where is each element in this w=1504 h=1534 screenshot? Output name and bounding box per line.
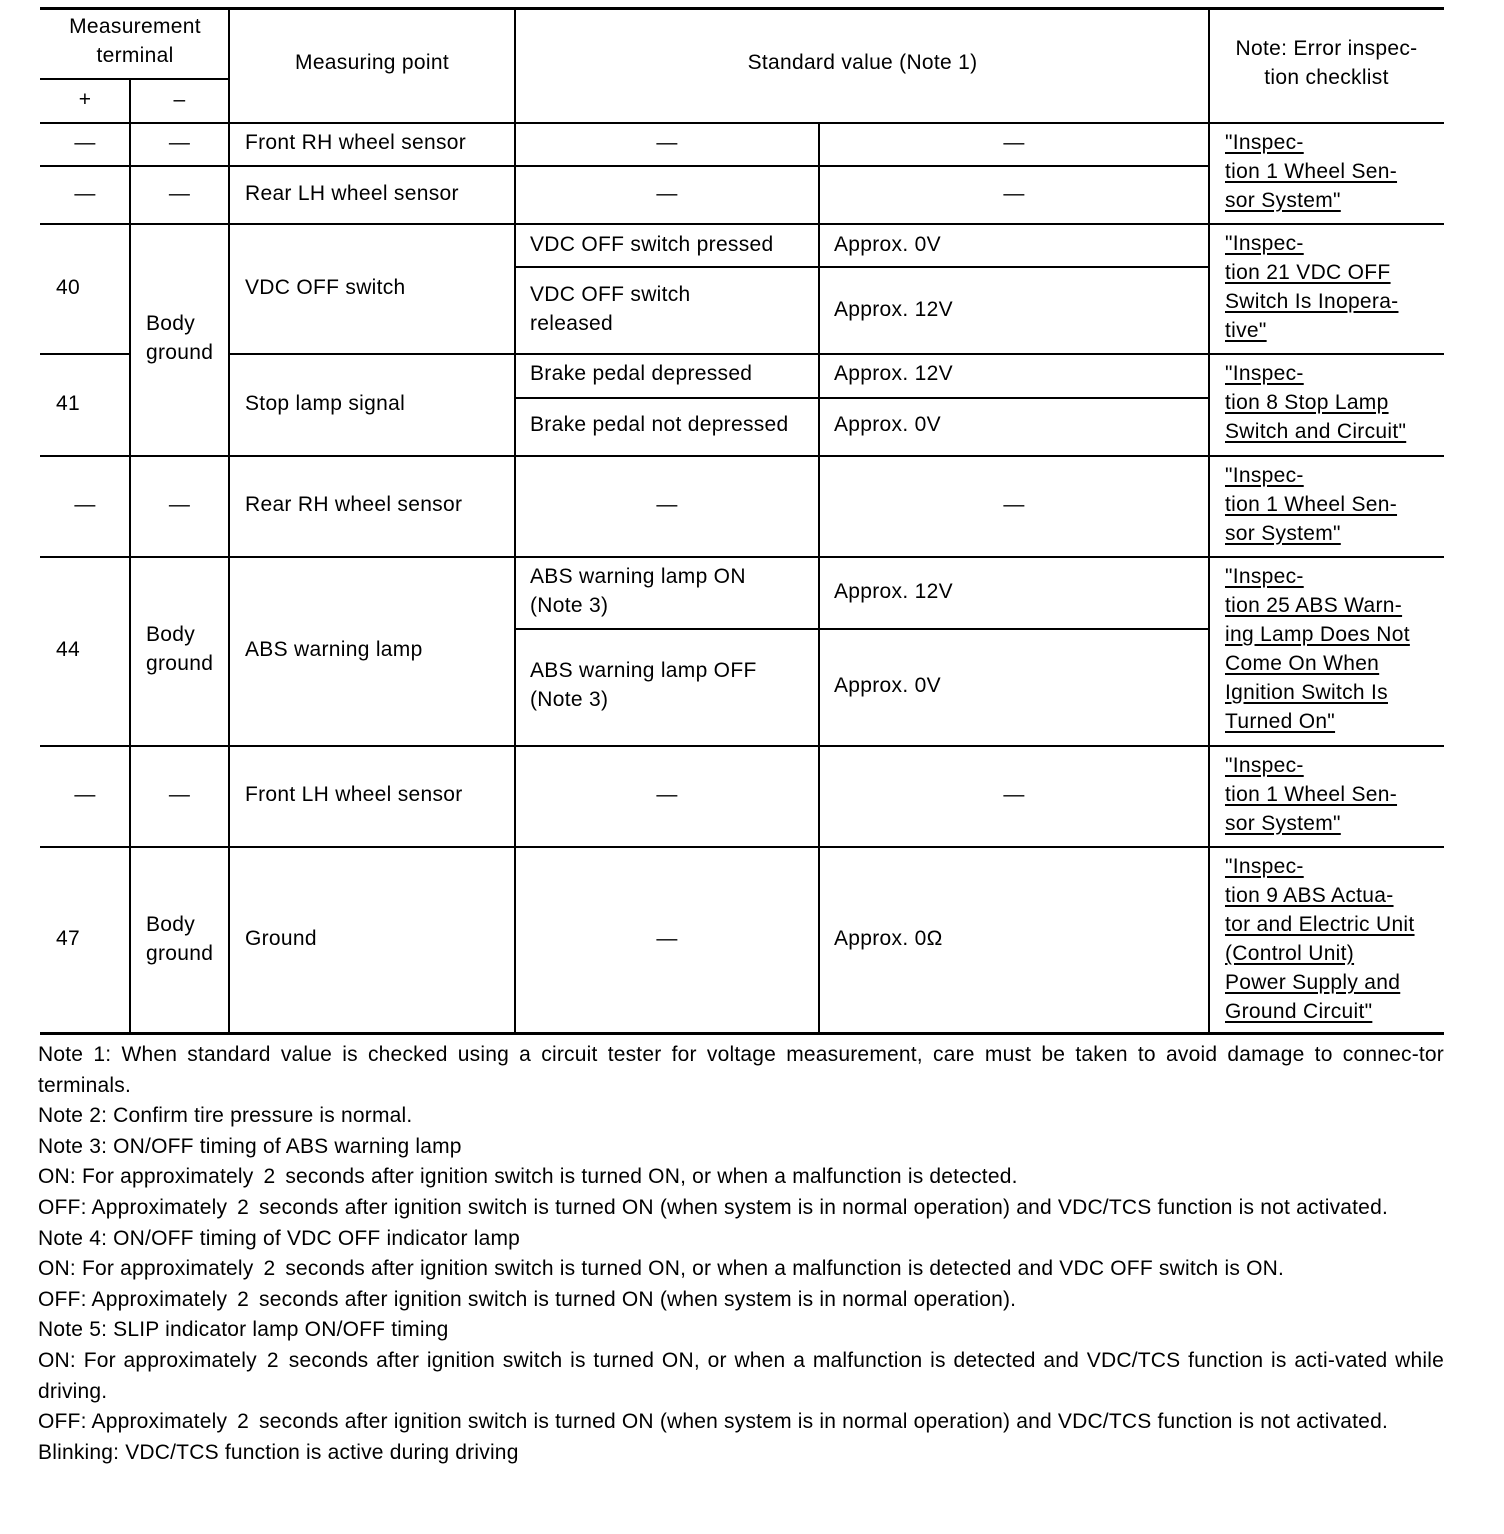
cell-value: Approx. 12V xyxy=(834,580,953,603)
cell-condition: VDC OFF switch released xyxy=(530,283,691,335)
row-line xyxy=(40,745,1444,747)
row-line xyxy=(40,223,1444,225)
row-line xyxy=(40,165,1210,167)
inspection-1-wheel-sensor-link[interactable]: "Inspec- tion 1 Wheel Sen- sor System" xyxy=(1225,464,1398,545)
cell-measuring-point: ABS warning lamp xyxy=(245,638,423,661)
row-line xyxy=(229,353,1444,355)
cell-body-ground: Body ground xyxy=(146,312,214,364)
note-text: seconds after ignition switch is turned ON (when system is in normal operation) and VDC/TCS function is not activated. xyxy=(259,1410,1388,1434)
note-5-off xyxy=(38,1407,1444,1438)
cell-terminal-40: 40 xyxy=(56,276,80,299)
row-line xyxy=(515,397,1210,399)
note-2: Note 2: Confirm tire pressure is normal. xyxy=(38,1104,413,1128)
inspection-21-vdc-off-link[interactable]: "Inspec- tion 21 VDC OFF Switch Is Inopera- tive" xyxy=(1225,232,1399,342)
cell-condition: ABS warning lamp ON (Note 3) xyxy=(530,565,746,617)
cell-measuring-point: Front LH wheel sensor xyxy=(245,783,463,806)
inspection-8-stop-lamp-link[interactable]: "Inspec- tion 8 Stop Lamp Switch and Circuit" xyxy=(1225,362,1407,443)
cell-measuring-point: Rear LH wheel sensor xyxy=(245,182,459,205)
note-text: ON: For approximately xyxy=(38,1257,254,1281)
inspection-9-abs-actuator-link[interactable]: "Inspec- tion 9 ABS Actua- tor and Electric Unit (Control Unit) Power Supply and Ground Circuit" xyxy=(1225,855,1415,1023)
note-4: Note 4: ON/OFF timing of VDC OFF indicator lamp xyxy=(38,1226,521,1250)
note-5: Note 5: SLIP indicator lamp ON/OFF timing xyxy=(38,1318,449,1342)
row-line xyxy=(40,455,1444,457)
note-text: OFF: Approximately xyxy=(38,1410,228,1434)
header-error-checklist: Note: Error inspec- tion checklist xyxy=(1235,37,1418,89)
cell-body-ground: Body ground xyxy=(146,623,214,675)
header-measuring-point: Measuring point xyxy=(295,51,449,74)
inspection-25-abs-warning-lamp-link[interactable]: "Inspec- tion 25 ABS Warn- ing Lamp Does Not Come On When Ignition Switch Is Turned On" xyxy=(1225,565,1410,733)
row-line xyxy=(40,353,130,355)
cell-value: Approx. 0Ω xyxy=(834,927,943,950)
header-plus-terminal: + xyxy=(78,88,92,111)
cell-terminal-41: 41 xyxy=(56,392,80,415)
col-line xyxy=(129,80,131,1034)
note-seconds-value: 2 xyxy=(237,1287,250,1311)
cell-value-dash: — xyxy=(1003,493,1025,516)
cell-measuring-point: Stop lamp signal xyxy=(245,392,406,415)
note-4-on xyxy=(38,1254,1444,1285)
cell-condition: Brake pedal not depressed xyxy=(530,413,789,436)
cell-plus-dash: — xyxy=(74,783,96,806)
row-line xyxy=(40,846,1444,848)
note-text: OFF: Approximately xyxy=(38,1287,228,1311)
cell-value-dash: — xyxy=(1003,182,1025,205)
inspection-1-wheel-sensor-link[interactable]: "Inspec- tion 1 Wheel Sen- sor System" xyxy=(1225,131,1398,212)
note-text: ON: For approximately xyxy=(38,1348,257,1372)
note-text: ON: For approximately xyxy=(38,1165,254,1189)
row-line xyxy=(40,556,1444,558)
note-5-on xyxy=(38,1346,1444,1407)
note-text: seconds after ignition switch is turned ON (when system is in normal operation) and VDC/TCS function is not activated. xyxy=(259,1195,1388,1219)
table-bottom-border xyxy=(40,1032,1444,1035)
cell-value-dash: — xyxy=(1003,783,1025,806)
cell-condition-dash: — xyxy=(656,927,678,950)
col-line xyxy=(1208,8,1210,1034)
table-top-border xyxy=(40,7,1444,10)
note-text: seconds after ignition switch is turned ON (when system is in normal operation). xyxy=(259,1287,1017,1311)
col-line xyxy=(818,123,820,1034)
header-measurement-terminal: Measurement terminal xyxy=(69,15,201,67)
row-line xyxy=(515,628,1210,630)
cell-measuring-point: Front RH wheel sensor xyxy=(245,131,467,154)
cell-condition-dash: — xyxy=(656,182,678,205)
cell-terminal-44: 44 xyxy=(56,638,80,661)
cell-value: Approx. 12V xyxy=(834,298,953,321)
note-text: seconds after ignition switch is turned ON, or when a malfunction is detected and VDC OFF switch is ON. xyxy=(285,1257,1285,1281)
cell-measuring-point: Ground xyxy=(245,927,317,950)
cell-minus-dash: — xyxy=(168,493,191,516)
col-line xyxy=(228,8,230,1034)
col-line xyxy=(514,8,516,1034)
cell-body-ground: Body ground xyxy=(146,913,214,965)
row-line xyxy=(515,266,1210,268)
note-4-off xyxy=(38,1285,1444,1316)
inspection-1-wheel-sensor-link[interactable]: "Inspec- tion 1 Wheel Sen- sor System" xyxy=(1225,754,1398,835)
cell-condition: VDC OFF switch pressed xyxy=(530,233,774,256)
cell-condition-dash: — xyxy=(656,131,678,154)
cell-condition: Brake pedal depressed xyxy=(530,362,753,385)
cell-value: Approx. 0V xyxy=(834,233,941,256)
note-1: Note 1: When standard value is checked using a circuit tester for voltage measurement, care must be taken to avoid damage to connec-tor terminals. xyxy=(38,1043,1444,1097)
header-bottom-line xyxy=(40,122,1444,124)
notes-section xyxy=(38,1040,1444,1468)
header-standard-value: Standard value (Note 1) xyxy=(747,51,978,74)
cell-terminal-47: 47 xyxy=(56,927,80,950)
cell-condition-dash: — xyxy=(656,783,678,806)
note-text: OFF: Approximately xyxy=(38,1195,228,1219)
cell-value-dash: — xyxy=(1003,131,1025,154)
note-blinking: Blinking: VDC/TCS function is active during driving xyxy=(38,1440,519,1464)
cell-measuring-point: Rear RH wheel sensor xyxy=(245,493,463,516)
note-text: seconds after ignition switch is turned ON, or when a malfunction is detected. xyxy=(285,1165,1018,1189)
cell-condition-dash: — xyxy=(656,493,678,516)
note-3-off xyxy=(38,1193,1444,1224)
note-seconds-value: 2 xyxy=(263,1257,276,1281)
note-seconds-value: 2 xyxy=(237,1195,250,1219)
cell-measuring-point: VDC OFF switch xyxy=(245,276,406,299)
cell-minus-dash: — xyxy=(168,182,191,205)
note-seconds-value: 2 xyxy=(263,1165,276,1189)
note-seconds-value: 2 xyxy=(266,1348,279,1372)
cell-value: Approx. 0V xyxy=(834,413,941,436)
note-seconds-value: 2 xyxy=(237,1410,250,1434)
cell-condition: ABS warning lamp OFF (Note 3) xyxy=(530,659,757,711)
cell-minus-dash: — xyxy=(168,131,191,154)
cell-value: Approx. 12V xyxy=(834,362,953,385)
cell-minus-dash: — xyxy=(168,783,191,806)
cell-plus-dash: — xyxy=(74,493,96,516)
cell-plus-dash: — xyxy=(74,182,96,205)
cell-plus-dash: — xyxy=(74,131,96,154)
header-minus-terminal: – xyxy=(173,88,186,111)
note-3: Note 3: ON/OFF timing of ABS warning lamp xyxy=(38,1134,462,1158)
terminal-header-divider xyxy=(40,78,230,80)
note-3-on xyxy=(38,1162,1444,1193)
cell-value: Approx. 0V xyxy=(834,674,941,697)
note-text: seconds after ignition switch is turned ON, or when a malfunction is detected and VDC/TCS function is acti-vated while driving. xyxy=(38,1348,1444,1403)
